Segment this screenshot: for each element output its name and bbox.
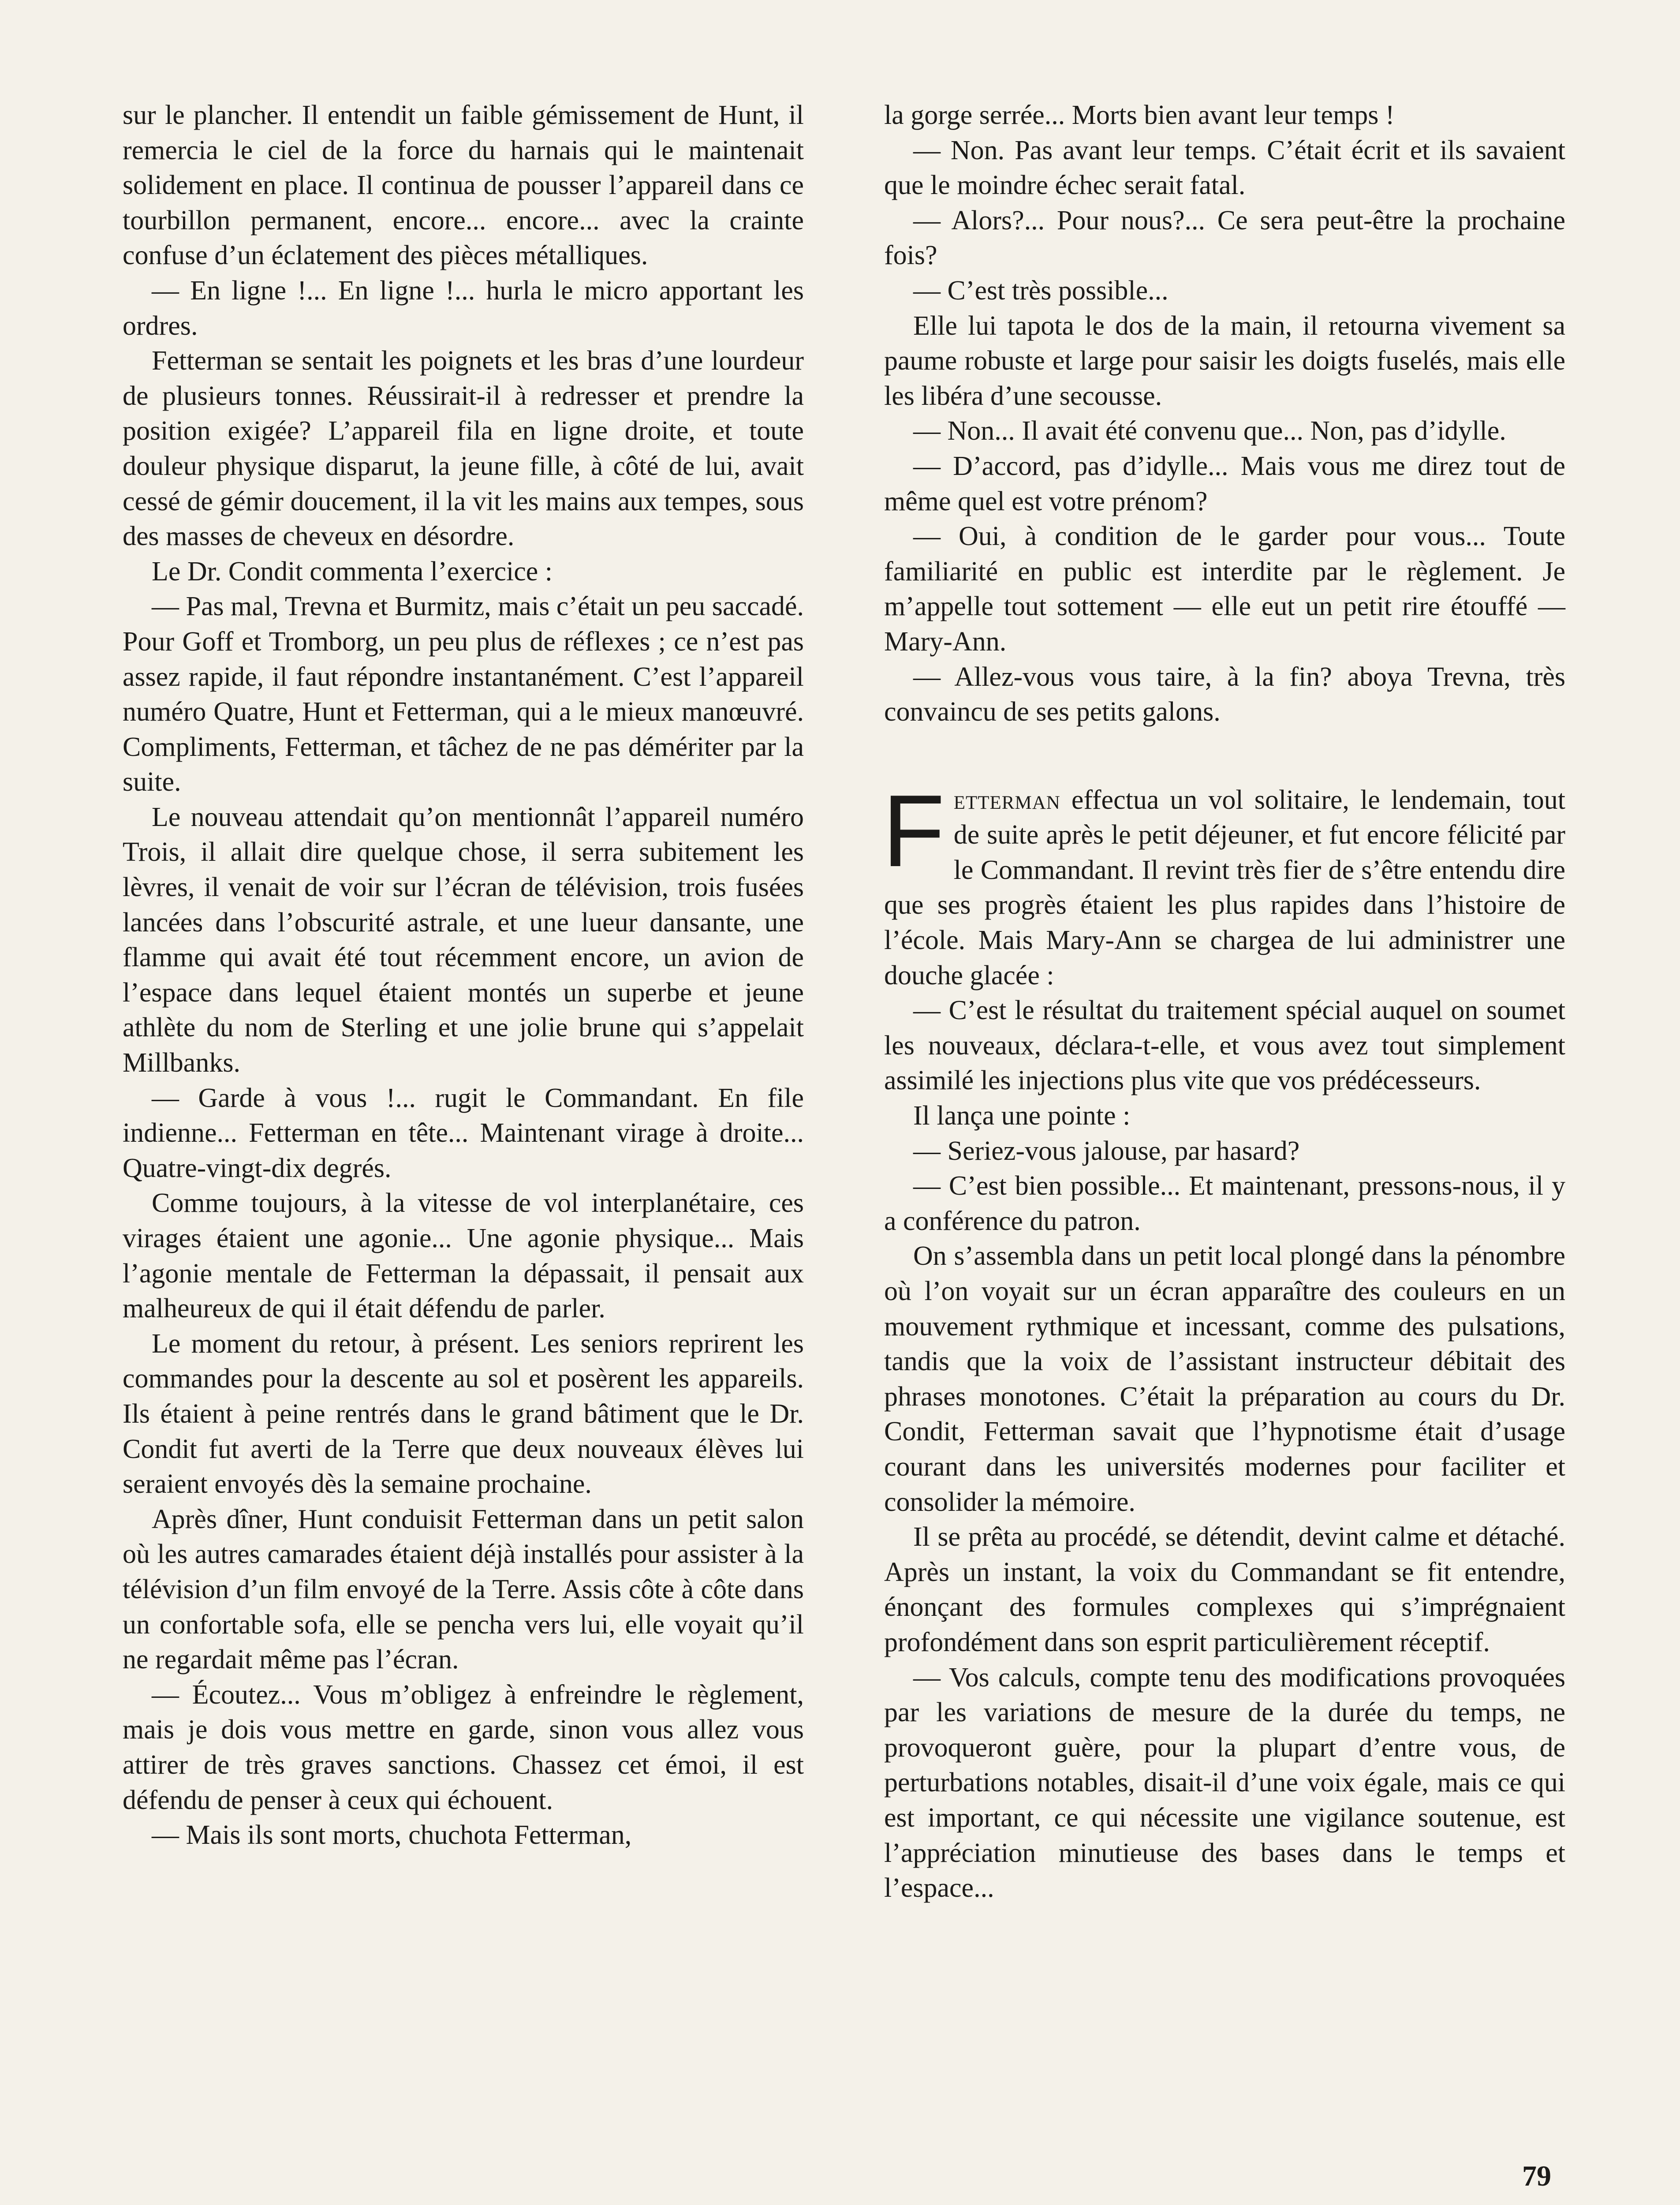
paragraph: On s’assembla dans un petit local plongé dans la pénombre où l’on voyait sur un écran apparaître des couleurs en un mouvement rythmique et incessant, comme des pulsations, tandis que la voix de l’assistant instructeur débitait des phrases monotones. C’était la préparation au cours du Dr. Condit, Fetterman savait que l’hypnotisme était d’usage courant dans les universités modernes pour faciliter et consolider la mémoire.	[884, 1241, 1565, 1517]
paragraph: Elle lui tapota le dos de la main, il retourna vivement sa paume robuste et large pour saisir les doigts fuselés, mais elle les libéra d’une secousse.	[884, 310, 1565, 411]
paragraph: — Garde à vous !... rugit le Commandant. En file indienne... Fetterman en tête... Maintenant virage à droite... Quatre-vingt-dix degrés.	[123, 1083, 804, 1183]
paragraph: — Oui, à condition de le garder pour vous... Toute familiarité en public est interdite par le règlement. Je m’appelle tout sottement — elle eut un petit rire étouffé — Mary-Ann.	[884, 521, 1565, 657]
paragraph: Fetterman se sentait les poignets et les bras d’une lourdeur de plusieurs tonnes. Réussirait-il à redresser et prendre la position exigée? L’appareil fila en ligne droite, et toute douleur physique disparut, la jeune fille, à côté de lui, avait cessé de gémir doucement, il la vit les mains aux tempes, sous des masses de cheveux en désordre.	[123, 346, 804, 552]
left-column	[123, 98, 804, 1853]
paragraph: Le nouveau attendait qu’on mentionnât l’appareil numéro Trois, il allait dire quelque chose, il serra subitement les lèvres, il venait de voir sur l’écran de télévision, trois fusées lancées dans l’obscurité astrale, et une lueur dansante, une flamme qui avait été tout récemment encore, un avion de l’espace dans lequel étaient montés un superbe et jeune athlète du nom de Sterling et une jolie brune qui s’appelait Millbanks.	[123, 802, 804, 1078]
drop-cap: F	[882, 774, 945, 888]
paragraph: — Vos calculs, compte tenu des modifications provoquées par les variations de mesure de la durée du temps, ne provoqueront guère, pour la plupart d’entre vous, de perturbations notables, disait-il d’une voix égale, mais ce qui est important, ce qui nécessite une vigilance soutenue, est l’appréciation minutieuse des bases dans le temps et l’espace...	[884, 1662, 1565, 1903]
paragraph: — Allez-vous vous taire, à la fin? aboya Trevna, très convaincu de ses petits galons.	[884, 662, 1565, 727]
paragraph: Après dîner, Hunt conduisit Fetterman dans un petit salon où les autres camarades étaient déjà installés pour assister à la télévision d’un film envoyé de la Terre. Assis côte à côte dans un confortable sofa, elle se pencha vers lui, elle voyait qu’il ne regardait même pas l’écran.	[123, 1504, 804, 1675]
paragraph: — Non... Il avait été convenu que... Non, pas d’idylle.	[913, 416, 1506, 446]
paragraph: Il se prêta au procédé, se détendit, devint calme et détaché. Après un instant, la voix du Commandant se fit entendre, énonçant des formules complexes qui s’imprégnaient profondément dans son esprit particulièrement réceptif.	[884, 1522, 1565, 1657]
paragraph: Comme toujours, à la vitesse de vol interplanétaire, ces virages étaient une agonie... Une agonie physique... Mais l’agonie mentale de Fetterman la dépassait, il pensait aux malheureux de qui il était défendu de parler.	[123, 1188, 804, 1324]
opening-text: effectua un vol solitaire, le lendemain, tout de suite après le petit déjeuner, et fut encore félicité par le Commandant. Il revint très fier de s’être entendu dire que ses progrès étaient les plus rapides dans l’histoire de l’école. Mais Mary-Ann se chargea de lui administrer une douche glacée :	[884, 785, 1565, 990]
small-caps-lead: etterman	[953, 785, 1060, 815]
paragraph: sur le plancher. Il entendit un faible gémissement de Hunt, il remercia le ciel de la force du harnais qui le maintenait solidement en place. Il continua de pousser l’appareil dans ce tourbillon permanent, encore... encore... avec la crainte confuse d’un éclatement des pièces métalliques.	[123, 100, 804, 271]
paragraph: — Mais ils sont morts, chuchota Fetterman,	[152, 1820, 632, 1850]
paragraph: Il lança une pointe :	[913, 1101, 1131, 1131]
right-column	[884, 98, 1565, 1906]
paragraph: — Non. Pas avant leur temps. C’était écrit et ils savaient que le moindre échec serait fatal.	[884, 135, 1565, 201]
paragraph: la gorge serrée... Morts bien avant leur temps !	[884, 100, 1395, 130]
section-break	[884, 730, 1565, 783]
paragraph: Le moment du retour, à présent. Les seniors reprirent les commandes pour la descente au sol et posèrent les appareils. Ils étaient à peine rentrés dans le grand bâtiment que le Dr. Condit fut averti de la Terre que deux nouveaux élèves lui seraient envoyés dès la semaine prochaine.	[123, 1328, 804, 1499]
paragraph: — D’accord, pas d’idylle... Mais vous me direz tout de même quel est votre prénom?	[884, 451, 1565, 516]
paragraph: — Seriez-vous jalouse, par hasard?	[913, 1136, 1300, 1166]
paragraph: — Pas mal, Trevna et Burmitz, mais c’était un peu saccadé. Pour Goff et Tromborg, un peu plus de réflexes ; ce n’est pas assez rapide, il faut répondre instantanément. C’est l’appareil numéro Quatre, Hunt et Fetterman, qui a le mieux manœuvré. Compliments, Fetterman, et tâchez de ne pas démériter par la suite.	[123, 591, 804, 797]
paragraph: — C’est très possible...	[913, 275, 1169, 306]
paragraph: — Écoutez... Vous m’obligez à enfreindre le règlement, mais je dois vous mettre en garde, sinon vous allez vous attirer de très graves sanctions. Chassez cet émoi, il est défendu de penser à ceux qui échouent.	[123, 1679, 804, 1815]
page-number: 79	[1522, 2160, 1551, 2192]
paragraph: — C’est bien possible... Et maintenant, pressons-nous, il y a conférence du patron.	[884, 1171, 1565, 1236]
paragraph: — Alors?... Pour nous?... Ce sera peut-être la prochaine fois?	[884, 205, 1565, 271]
paragraph: — C’est le résultat du traitement spécial auquel on soumet les nouveaux, déclara-t-elle, et vous avez tout simplement assimilé les injections plus vite que vos prédécesseurs.	[884, 995, 1565, 1096]
section-opening-paragraph	[882, 774, 1565, 994]
paragraph: — En ligne !... En ligne !... hurla le micro apportant les ordres.	[123, 275, 804, 341]
paragraph: Le Dr. Condit commenta l’exercice :	[152, 556, 553, 587]
